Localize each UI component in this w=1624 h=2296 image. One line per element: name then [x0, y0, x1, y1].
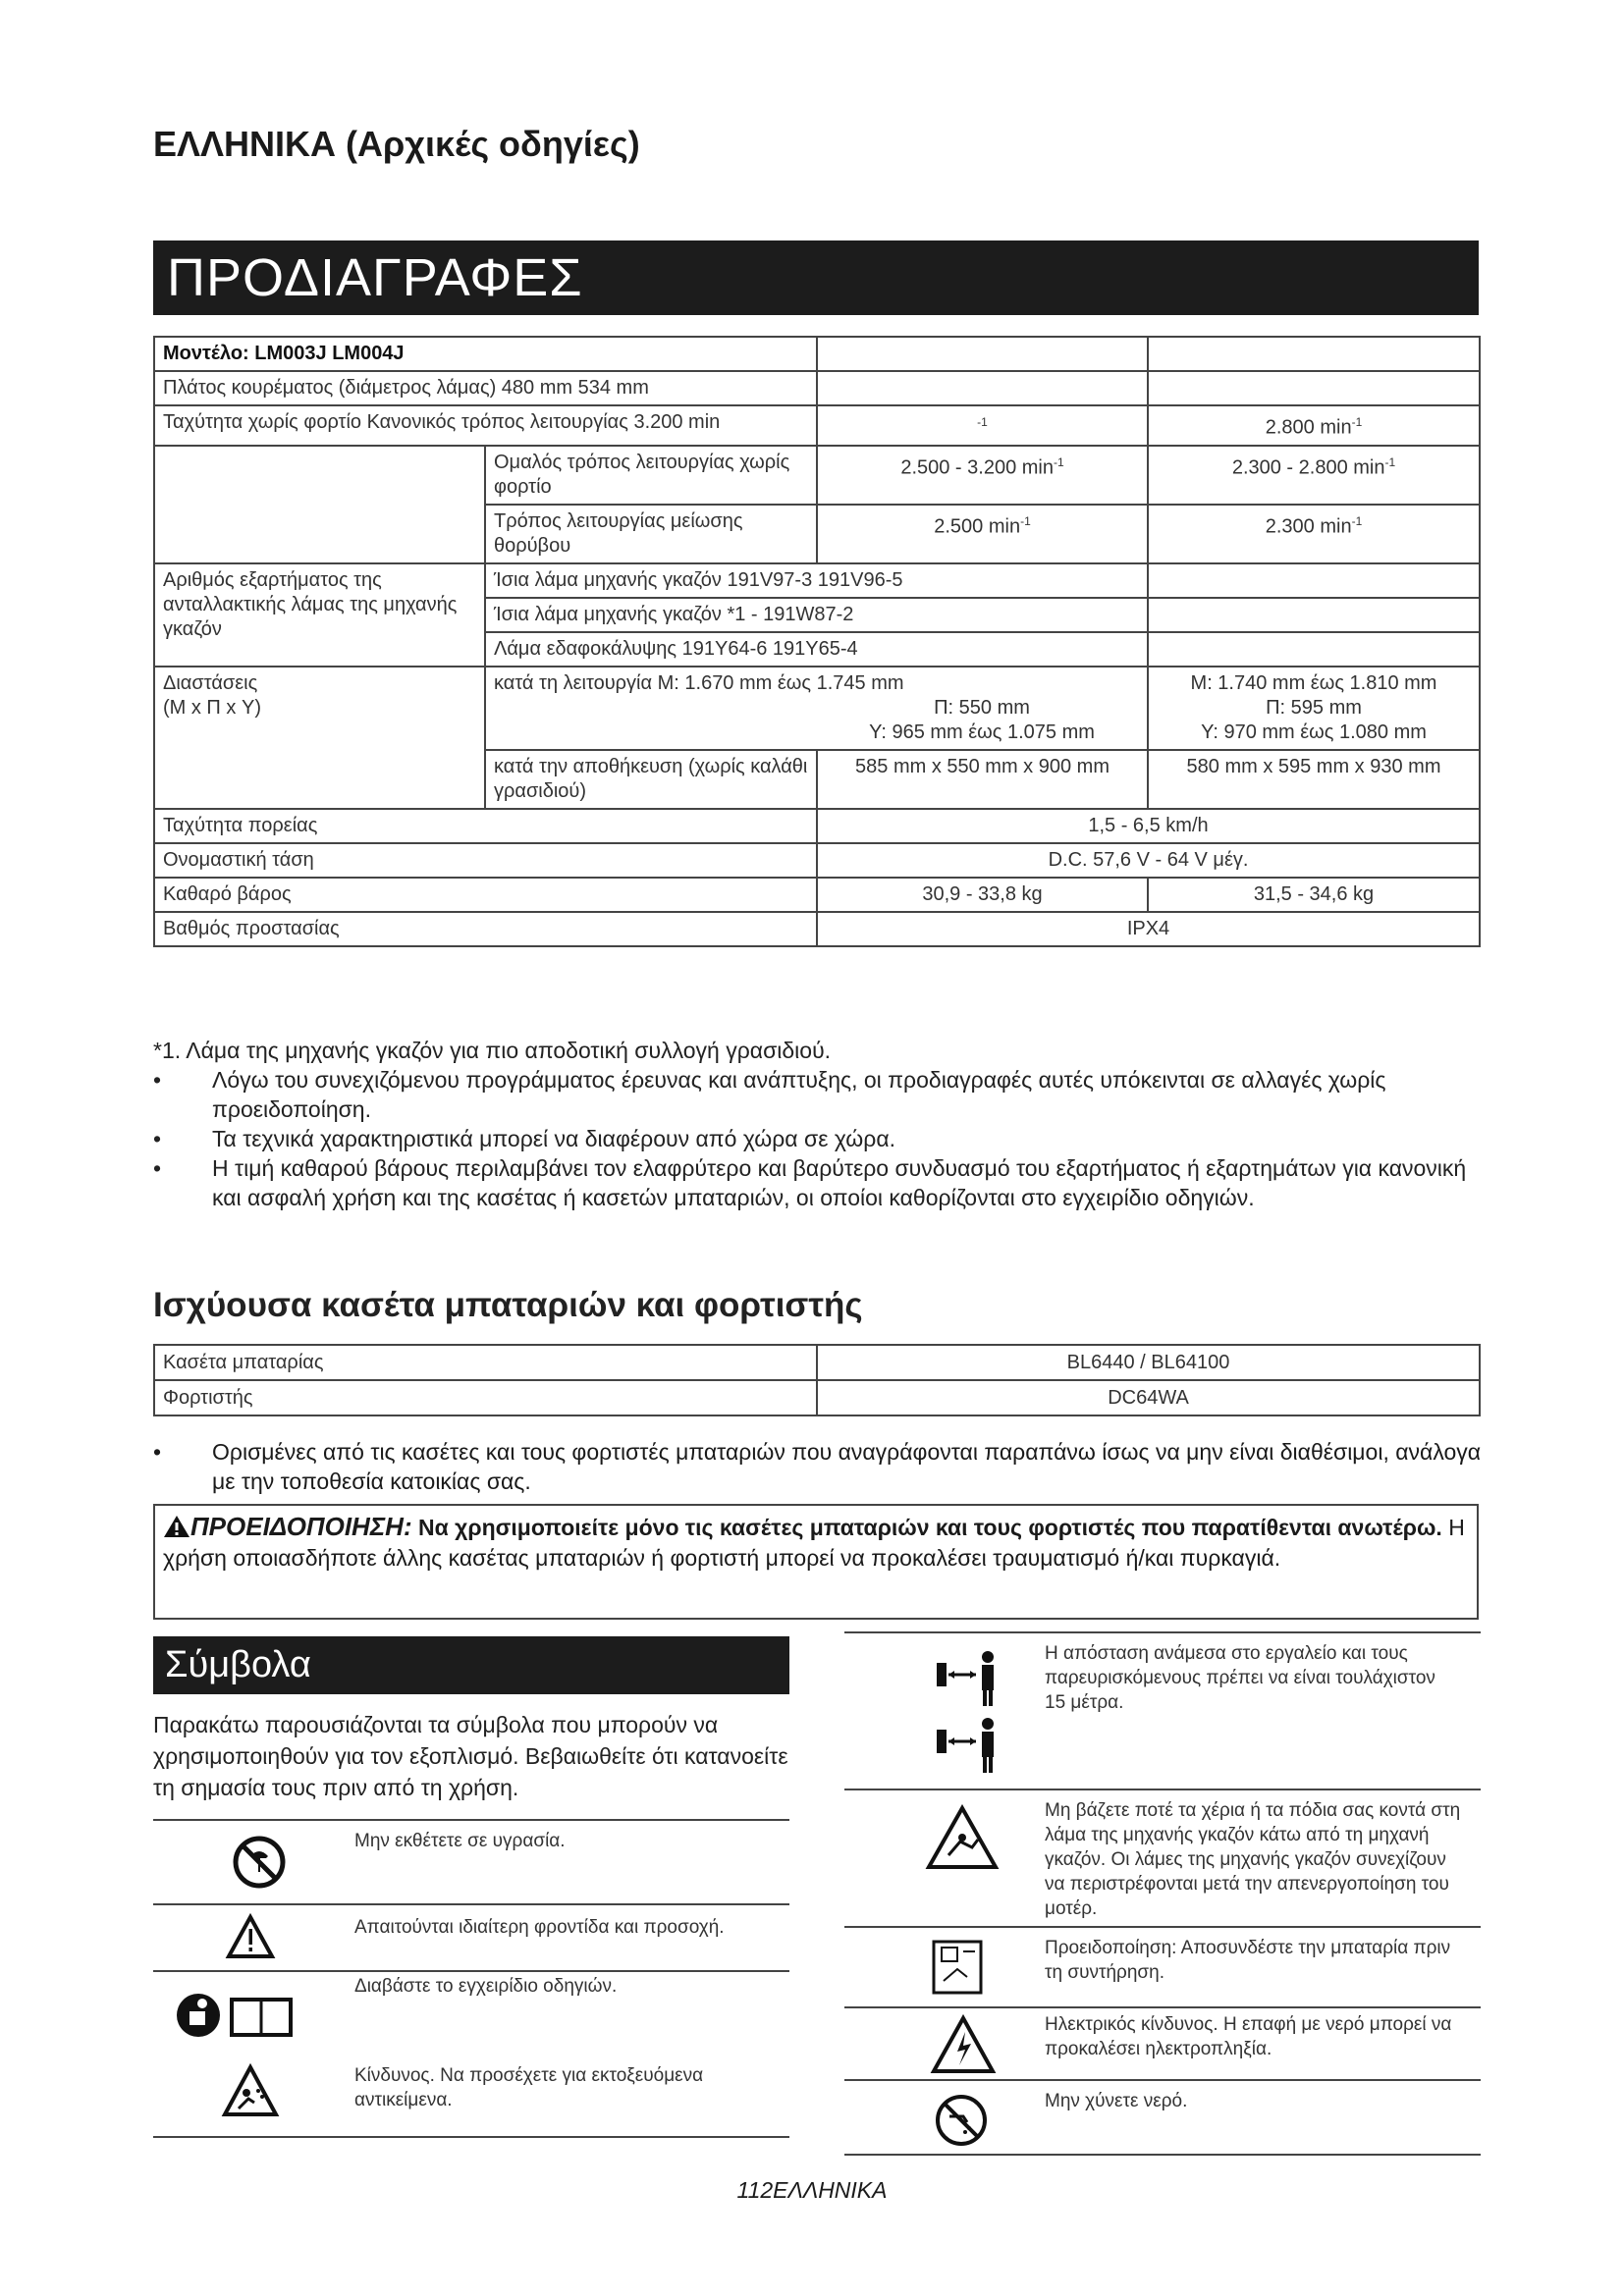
symbol-row: [844, 1928, 1481, 2008]
symbol-row: [153, 1972, 789, 2066]
note-text: Λόγω του συνεχιζόμενου προγράμματος έρευνας και ανάπτυξης, οι προδιαγραφές αυτές υπόκεινται σε αλλαγές χωρίς προειδοποίηση.: [212, 1067, 1386, 1122]
symbol-row: [153, 1821, 789, 1905]
empty-cell: [154, 446, 485, 563]
cartridge-label: Κασέτα μπαταρίας: [154, 1345, 817, 1380]
value-text: 2.500 - 3.200 min: [900, 456, 1054, 479]
voltage-value: D.C. 57,6 V - 64 V μέγ.: [817, 843, 1480, 878]
dims-op-b-width: Π: 595 mm: [1266, 696, 1362, 719]
page-footer: 112ΕΛΛΗΝΙΚΑ: [736, 2177, 888, 2203]
table-row: [154, 667, 1480, 750]
bullet: •: [153, 1155, 162, 1181]
blade-number-label: Αριθμός εξαρτήματος της ανταλλακτικής λάμας της μηχανής γκαζόν: [154, 563, 485, 667]
empty-cell: [1148, 598, 1480, 632]
cut-width-cell: Πλάτος κουρέματος (διάμετρος λάμας) 480 mm 534 mm: [154, 371, 817, 405]
smooth-mode-b: [1148, 446, 1480, 505]
note-text: Τα τεχνικά χαρακτηριστικά μπορεί να διαφέρουν από χώρα σε χώρα.: [212, 1126, 896, 1151]
read-manual-icon: [161, 1978, 357, 2047]
battery-heading: Ισχύουσα κασέτα μπαταριών και φορτιστής: [153, 1286, 863, 1324]
dimensions-storage-a: 585 mm x 550 mm x 900 mm: [817, 750, 1148, 809]
dimensions-subtitle: (Μ x Π x Υ): [163, 696, 261, 719]
warning-label: ΠΡΟΕΙΔΟΠΟΙΗΣΗ:: [190, 1512, 412, 1541]
table-row: [154, 1345, 1480, 1380]
symbol-row: [153, 2054, 789, 2138]
noload-speed-sup-cell: [817, 405, 1148, 446]
table-row: [154, 809, 1480, 843]
weight-b: 31,5 - 34,6 kg: [1148, 878, 1480, 912]
charger-label: Φορτιστής: [154, 1380, 817, 1415]
caution-icon: [163, 1913, 359, 1962]
cartridge-value: BL6440 / BL64100: [817, 1345, 1480, 1380]
specifications-banner: ΠΡΟΔΙΑΓΡΑΦΕΣ: [153, 240, 1479, 315]
symbol-row: [844, 2008, 1481, 2081]
empty-cell: [1148, 337, 1480, 371]
warning-triangle-icon: [163, 1515, 190, 1538]
noload-speed-cell: Ταχύτητα χωρίς φορτίο Κανονικός τρόπος λειτουργίας 3.200 min: [154, 405, 817, 446]
dimensions-storage-label: κατά την αποθήκευση (χωρίς καλάθι γρασιδιού): [485, 750, 817, 809]
note-item: [153, 1065, 1484, 1124]
weight-label: Καθαρό βάρος: [154, 878, 817, 912]
bullet: •: [153, 1439, 162, 1465]
electric-shock-icon: [868, 2014, 1064, 2077]
dims-op-b-length: Μ: 1.740 mm έως 1.810 mm: [1190, 671, 1437, 694]
spec-notes: [153, 1036, 1484, 1212]
superscript: -1: [1384, 454, 1396, 469]
value-text: 2.800 min: [1265, 416, 1352, 439]
quiet-mode-b: [1148, 505, 1480, 563]
table-row: [154, 843, 1480, 878]
protection-label: Βαθμός προστασίας: [154, 912, 817, 946]
table-row: [154, 405, 1480, 446]
distance-15m-icon: [874, 1649, 1070, 1777]
table-row: [154, 337, 1480, 371]
superscript: -1: [1020, 513, 1031, 528]
superscript: -1: [1351, 415, 1363, 429]
battery-table: [153, 1344, 1481, 1416]
superscript: -1: [977, 415, 988, 429]
symbol-text: Μη βάζετε ποτέ τα χέρια ή τα πόδια σας κοντά στη λάμα της μηχανής γκαζόν κάτω από τη μηχανή γκαζόν. Οι λάμες της μηχανής γκαζόν συνεχίζουν να περιστρέφονται μετά την απενεργοποίηση του μοτέρ.: [1045, 1800, 1461, 1919]
empty-cell: [1148, 371, 1480, 405]
dims-op-width: Π: 550 mm: [934, 696, 1030, 719]
dimensions-operation: [485, 667, 1148, 750]
note-text: Ορισμένες από τις κασέτες και τους φορτιστές μπαταριών που αναγράφονται παραπάνω ίσως να μην είναι διαθέσιμοι, ανάλογα με την τοποθεσία κατοικίας σας.: [212, 1439, 1482, 1494]
symbols-intro: Παρακάτω παρουσιάζονται τα σύμβολα που μπορούν να χρησιμοποιηθούν για τον εξοπλισμό. Βεβαιωθείτε ότι κατανοείτε τη σημασία τους πριν από τη χρήση.: [153, 1712, 788, 1800]
value-text: 2.500 min: [934, 515, 1021, 538]
empty-cell: [817, 337, 1148, 371]
symbol-text: Απαιτούνται ιδιαίτερη φροντίδα και προσοχή.: [354, 1917, 725, 1938]
table-row: [154, 446, 1480, 505]
disconnect-battery-icon: [866, 1938, 1062, 1997]
language-title: ΕΛΛΗΝΙΚΑ (Αρχικές οδηγίες): [153, 124, 640, 164]
value-text: 2.300 - 2.800 min: [1231, 456, 1385, 479]
bullet: •: [153, 1067, 162, 1093]
symbols-banner: Σύμβολα: [153, 1636, 789, 1694]
bullet: •: [153, 1126, 162, 1151]
value-text: 2.300 min: [1265, 515, 1352, 538]
note-text: Η τιμή καθαρού βάρους περιλαμβάνει τον ελαφρύτερο και βαρύτερο συνδυασμό του εξαρτήματος ή εξαρτημάτων για κανονική και ασφαλή χρήση και της κασέτας ή κασετών μπαταριών, οι οποίοι καθορίζονται στο εγχειρίδιο οδηγιών.: [212, 1155, 1467, 1210]
weight-a: 30,9 - 33,8 kg: [817, 878, 1148, 912]
blade-hazard-icon: [864, 1804, 1060, 1873]
symbol-text: Διαβάστε το εγχειρίδιο οδηγιών.: [354, 1976, 618, 1997]
smooth-mode-a: [817, 446, 1148, 505]
note-item: [153, 1153, 1484, 1212]
dims-op-b-height: Υ: 970 mm έως 1.080 mm: [1201, 721, 1427, 743]
travel-speed-label: Ταχύτητα πορείας: [154, 809, 817, 843]
protection-value: IPX4: [817, 912, 1480, 946]
flying-objects-icon: [163, 2063, 359, 2122]
symbol-row: [844, 1633, 1481, 1790]
note-item: [153, 1124, 1484, 1153]
dims-op-height: Υ: 965 mm έως 1.075 mm: [869, 721, 1095, 743]
battery-note: [153, 1437, 1484, 1496]
blade-1: Ίσια λάμα μηχανής γκαζόν 191V97-3 191V96-5: [485, 563, 1148, 598]
warning-bold-text: Να χρησιμοποιείτε μόνο τις κασέτες μπαταριών και τους φορτιστές που παρατίθενται ανωτέρω.: [418, 1515, 1442, 1540]
travel-speed-value: 1,5 - 6,5 km/h: [817, 809, 1480, 843]
no-water-icon: [866, 2089, 1062, 2152]
model-cell: Μοντέλο: LM003J LM004J: [154, 337, 817, 371]
charger-value: DC64WA: [817, 1380, 1480, 1415]
dimensions-storage-b: 580 mm x 595 mm x 930 mm: [1148, 750, 1480, 809]
dims-op-length: κατά τη λειτουργία Μ: 1.670 mm έως 1.745 mm: [494, 671, 904, 694]
superscript: -1: [1053, 454, 1064, 469]
symbol-text: Η απόσταση ανάμεσα στο εργαλείο και τους παρευρισκόμενους πρέπει να είναι τουλάχιστον 15 μέτρα.: [1045, 1643, 1435, 1713]
dimensions-title: Διαστάσεις: [163, 671, 258, 694]
symbol-text: Κίνδυνος. Να προσέχετε για εκτοξευόμενα αντικείμενα.: [354, 2065, 704, 2110]
symbol-text: Προειδοποίηση: Αποσυνδέστε την μπαταρία πριν τη συντήρηση.: [1045, 1938, 1451, 1983]
specifications-table: [153, 336, 1481, 947]
symbol-row: [844, 1790, 1481, 1928]
table-row: [154, 1380, 1480, 1415]
table-row: [154, 878, 1480, 912]
superscript: -1: [1351, 513, 1363, 528]
warning-box: [153, 1504, 1479, 1620]
symbol-text: Ηλεκτρικός κίνδυνος. Η επαφή με νερό μπορεί να προκαλέσει ηλεκτροπληξία.: [1045, 2014, 1452, 2059]
empty-cell: [1148, 563, 1480, 598]
table-row: [154, 371, 1480, 405]
voltage-label: Ονομαστική τάση: [154, 843, 817, 878]
table-row: [154, 912, 1480, 946]
blade-3: Λάμα εδαφοκάλυψης 191Y64-6 191Y65-4: [485, 632, 1148, 667]
quiet-mode-a: [817, 505, 1148, 563]
dimensions-operation-b: [1148, 667, 1480, 750]
empty-cell: [817, 371, 1148, 405]
table-row: [154, 563, 1480, 598]
no-moisture-icon: [161, 1831, 357, 1890]
symbol-text: Μην χύνετε νερό.: [1045, 2091, 1188, 2111]
symbol-text: Μην εκθέτετε σε υγρασία.: [354, 1831, 566, 1851]
symbol-row: [844, 2081, 1481, 2156]
quiet-mode-label: Τρόπος λειτουργίας μείωσης θορύβου: [485, 505, 817, 563]
symbol-row: [153, 1905, 789, 1972]
dimensions-label: [154, 667, 485, 809]
smooth-mode-label: Ομαλός τρόπος λειτουργίας χωρίς φορτίο: [485, 446, 817, 505]
footnote: *1. Λάμα της μηχανής γκαζόν για πιο αποδοτική συλλογή γρασιδιού.: [153, 1038, 832, 1063]
warning-text: Η χρήση οποιασδήποτε άλλης κασέτας μπαταριών ή φορτιστή μπορεί να προκαλέσει τραυματισμό ή/και πυρκαγιά.: [163, 1515, 1465, 1571]
note-item: [153, 1437, 1484, 1496]
noload-speed-col3: [1148, 405, 1480, 446]
empty-cell: [1148, 632, 1480, 667]
blade-2: Ίσια λάμα μηχανής γκαζόν *1 - 191W87-2: [485, 598, 1148, 632]
